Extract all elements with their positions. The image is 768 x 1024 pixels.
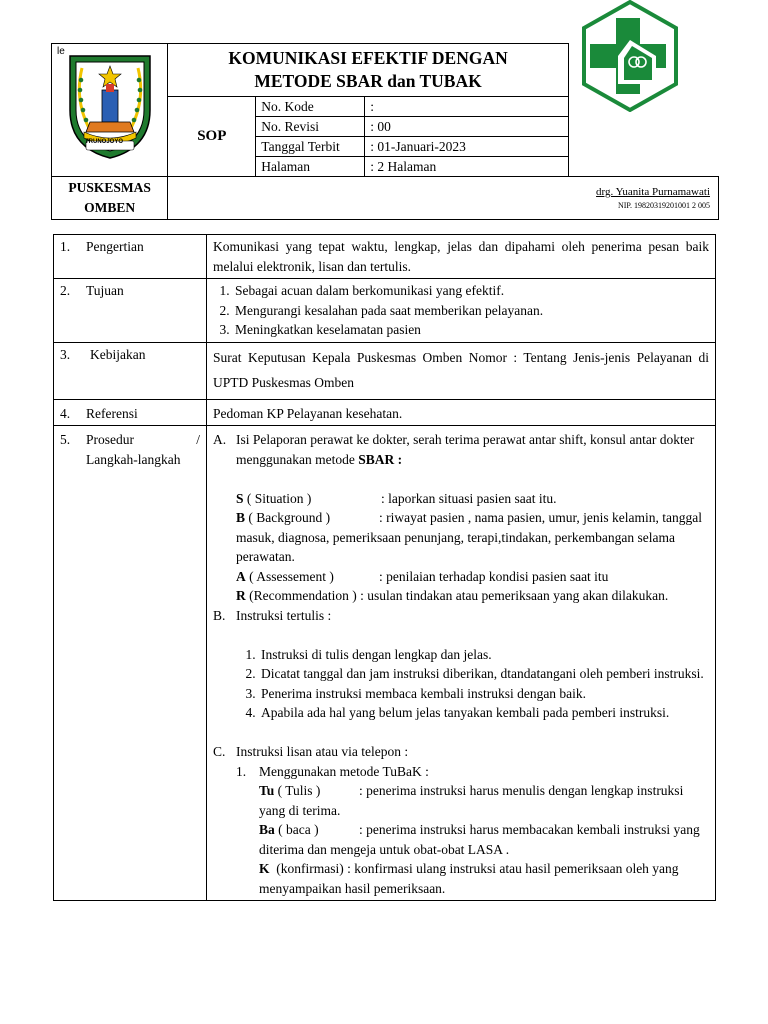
marker: B. <box>213 607 226 623</box>
section-label <box>80 426 207 901</box>
section-row <box>54 279 716 343</box>
section-label: Referensi <box>80 399 207 426</box>
meta-value: : 2 Halaman <box>365 157 568 177</box>
meta-label: Tanggal Terbit <box>256 137 365 157</box>
marker: 1. <box>236 763 247 779</box>
meta-label: Halaman <box>256 157 365 177</box>
marker: C. <box>213 744 226 759</box>
section-content: Komunikasi yang tepat waktu, lengkap, jelas dan dipahami oleh penerima pesan baik melalui elektronik, lisan dan tertulis. <box>207 235 716 279</box>
a-text: Isi Pelaporan perawat ke dokter, serah terima perawat antar shift, konsul antar dokter menggunakan metode <box>236 432 695 467</box>
sbar-list <box>213 489 709 606</box>
list-item: 3. Penerima instruksi membaca kembali instruksi dengan baik. <box>259 684 709 704</box>
tubak-item: K (konfirmasi) : konfirmasi ulang instruksi atau hasil pemeriksaan oleh yang menyampaikan hasil pemeriksaan. <box>259 861 679 896</box>
signer-nip: NIP. 19820319201001 2 005 <box>617 201 710 210</box>
section-number: 3. <box>54 342 81 399</box>
organization-name <box>52 177 168 220</box>
logo-text: le <box>57 46 65 57</box>
document-title <box>168 44 568 97</box>
label-slash: / <box>196 432 200 447</box>
section-number: 1. <box>54 235 81 279</box>
tubak-list <box>213 781 709 898</box>
label-line-2: Langkah-langkah <box>86 451 181 467</box>
tubak-item: Ba ( baca ) : penerima instruksi harus membacakan kembali instruksi yang diterima dan mengeja untuk obat-obat LASA . <box>259 822 700 857</box>
meta-label: No. Kode <box>256 97 365 117</box>
section-row <box>54 399 716 426</box>
list-item: 4. Apabila ada hal yang belum jelas tanyakan kembali pada pemberi instruksi. <box>259 703 709 723</box>
sop-header-table <box>51 43 719 220</box>
procedure-content <box>207 426 716 901</box>
written-instruction-list <box>213 645 709 723</box>
list-item: 1. Sebagai acuan dalam berkomunikasi yang efektif. <box>233 281 709 301</box>
sop-label: SOP <box>168 97 256 177</box>
regency-motto: TRUNOJOYO <box>85 139 124 145</box>
title-line-1: KOMUNIKASI EFEKTIF DENGAN <box>228 48 508 68</box>
section-label: Pengertian <box>80 235 207 279</box>
section-row <box>54 426 716 901</box>
section-number: 5. <box>54 426 81 901</box>
procedure-a <box>213 430 709 469</box>
marker: A. <box>213 432 227 447</box>
list-item: 1. Instruksi di tulis dengan lengkap dan jelas. <box>259 645 709 665</box>
b-text: Instruksi tertulis : <box>236 607 332 623</box>
sbar-item: B ( Background ) : riwayat pasien , nama pasien, umur, jenis kelamin, tanggal masuk, diagnosa, pemeriksaan penunjang, terapi,tindakan, perkembangan selama perawatan. <box>236 510 702 564</box>
section-label: Kebijakan <box>80 342 207 399</box>
title-line-2: METODE SBAR dan TUBAK <box>254 71 482 91</box>
logo-cell <box>568 44 718 177</box>
meta-label: No. Revisi <box>256 117 365 137</box>
meta-table <box>256 97 568 176</box>
procedure-b <box>213 606 709 626</box>
meta-cell <box>256 97 569 177</box>
c-item-1: Menggunakan metode TuBaK : <box>259 763 429 779</box>
section-content: Pedoman KP Pelayanan kesehatan. <box>207 399 716 426</box>
section-row <box>54 235 716 279</box>
section-number: 2. <box>54 279 81 343</box>
meta-value: : 00 <box>365 117 568 137</box>
section-content <box>207 279 716 343</box>
org-line-2: OMBEN <box>84 200 136 215</box>
signer-name: drg. Yuanita Purnamawati <box>596 186 710 198</box>
a-bold: SBAR : <box>358 451 403 467</box>
tubak-item: Tu ( Tulis ) : penerima instruksi harus menulis dengan lengkap instruksi yang di terima. <box>259 783 684 818</box>
objectives-list <box>213 281 709 340</box>
section-row <box>54 342 716 399</box>
signature-cell <box>568 177 718 220</box>
sop-content-table <box>53 234 716 901</box>
sbar-item: S ( Situation ) : laporkan situasi pasien saat itu. <box>236 490 557 506</box>
list-item: 2. Dicatat tanggal dan jam instruksi diberikan, dtandatangani oleh pemberi instruksi. <box>259 664 709 684</box>
label-line-1: Prosedur <box>86 432 134 447</box>
section-label: Tujuan <box>80 279 207 343</box>
list-item: 2. Mengurangi kesalahan pada saat memberikan pelayanan. <box>233 301 709 321</box>
regency-logo-cell <box>52 44 168 177</box>
sbar-item: A ( Assessement ) : penilaian terhadap kondisi pasien saat itu <box>236 568 609 584</box>
section-number: 4. <box>54 399 81 426</box>
list-item: 3. Meningkatkan keselamatan pasien <box>233 320 709 340</box>
meta-value: : <box>365 97 568 117</box>
procedure-c <box>213 742 709 762</box>
c-text: Instruksi lisan atau via telepon : <box>236 744 409 759</box>
tubak-heading <box>213 762 709 782</box>
sbar-item: R (Recommendation ) : usulan tindakan atau pemeriksaan yang akan dilakukan. <box>236 588 669 603</box>
empty-cell <box>168 177 568 220</box>
org-line-1: PUSKESMAS <box>68 180 151 195</box>
regency-emblem-icon <box>62 50 158 162</box>
meta-value: : 01-Januari-2023 <box>365 137 568 157</box>
section-content: Surat Keputusan Kepala Puskesmas Omben Nomor : Tentang Jenis-jenis Pelayanan di UPTD Puskesmas Omben <box>207 342 716 399</box>
